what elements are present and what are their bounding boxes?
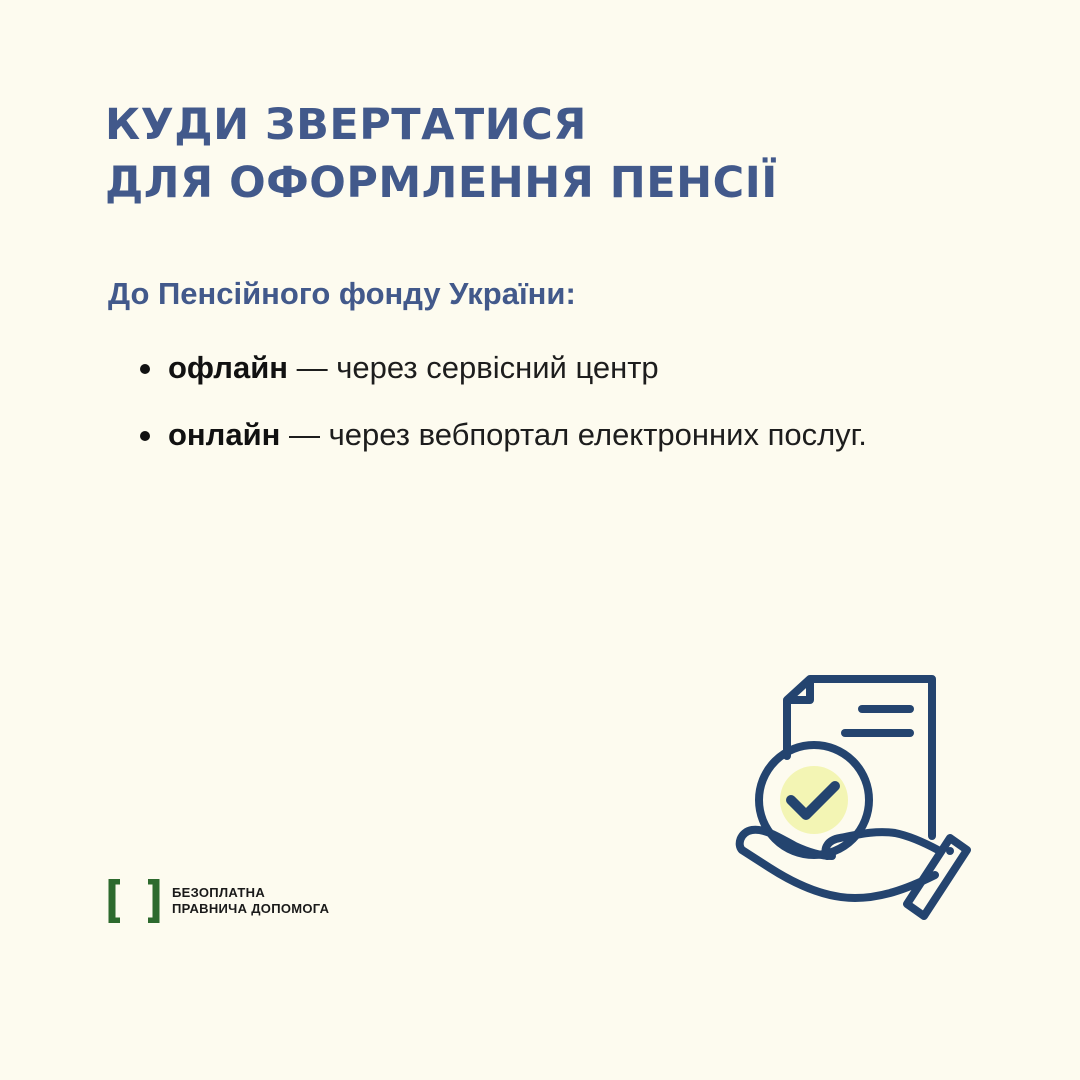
logo-line-1: БЕЗОПЛАТНА [172, 885, 266, 900]
page-title [105, 96, 778, 212]
brackets-logo-icon [108, 879, 164, 923]
option-term: онлайн [168, 417, 281, 452]
options-list [138, 344, 898, 478]
option-description: — через сервісний центр [288, 350, 659, 385]
list-item [138, 411, 898, 459]
logo-text [172, 885, 329, 917]
logo-line-2: ПРАВНИЧА ДОПОМОГА [172, 901, 330, 916]
title-line-2: ДЛЯ ОФОРМЛЕННЯ ПЕНСІЇ [105, 158, 778, 208]
subtitle: До Пенсійного фонду України: [108, 276, 576, 311]
document-hand-check-icon [730, 672, 980, 932]
list-item [138, 344, 898, 392]
option-description: — через вебпортал електронних послуг. [280, 417, 867, 452]
option-term: офлайн [168, 350, 289, 385]
title-line-1: КУДИ ЗВЕРТАТИСЯ [105, 100, 587, 150]
logo [108, 879, 329, 923]
